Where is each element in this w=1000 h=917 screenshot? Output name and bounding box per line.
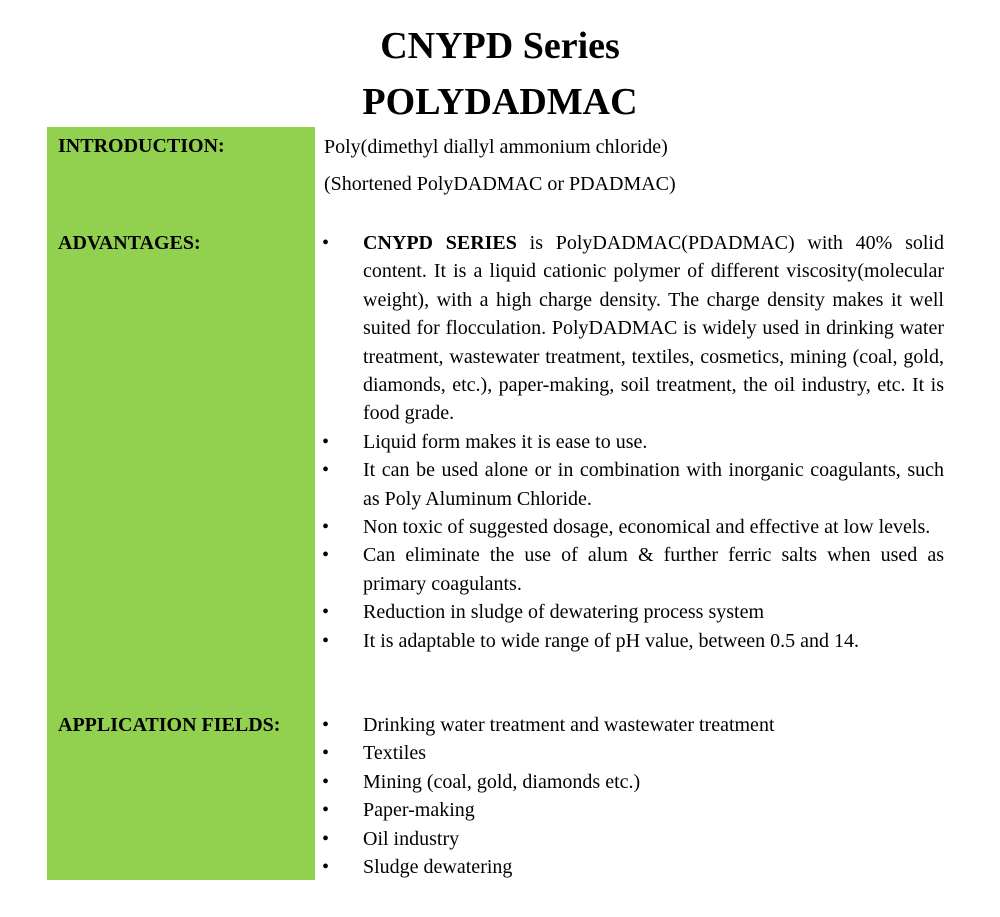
advantage-product-name: CNYPD SERIES	[363, 232, 517, 254]
bullet-icon: •	[322, 459, 330, 482]
bullet-icon: •	[322, 827, 330, 850]
bullet-icon: •	[322, 430, 330, 453]
bullet-icon: •	[322, 714, 330, 736]
advantage-description: is PolyDADMAC(PDADMAC) with 40% solid content. It is a liquid cationic polymer of different viscosity(molecular weight), with a high charge density. The charge density makes it well suited for flocculation. PolyDADMAC is widely used in drinking water treatment, wastewater treatment, textiles, cosmetics, mining (coal, gold, diamonds, etc.), paper-making, soil treatment, the oil industry, etc. It is food grade.	[363, 232, 944, 425]
advantage-item	[322, 541, 944, 598]
advantage-item	[322, 598, 944, 626]
bullet-icon: •	[322, 770, 330, 793]
application-text: Textiles	[363, 742, 427, 765]
bullet-icon: •	[322, 232, 330, 254]
application-item	[322, 825, 944, 853]
advantage-item	[322, 456, 944, 513]
advantage-item	[322, 229, 944, 428]
application-item	[322, 768, 944, 796]
introduction-label: INTRODUCTION:	[58, 135, 225, 157]
advantages-list	[322, 229, 944, 655]
application-text: Sludge dewatering	[363, 856, 513, 879]
bullet-icon: •	[322, 601, 330, 624]
bullet-icon: •	[322, 856, 330, 879]
document-title-product: POLYDADMAC	[362, 81, 638, 123]
bullet-icon: •	[322, 629, 330, 652]
advantage-text: It is adaptable to wide range of pH value, between 0.5 and 14.	[363, 629, 859, 652]
introduction-full-name: Poly(dimethyl diallyl ammonium chloride)	[324, 136, 668, 158]
application-text: Oil industry	[363, 827, 460, 850]
advantage-text: Reduction in sludge of dewatering process system	[363, 601, 765, 624]
advantage-text: Liquid form makes it is ease to use.	[363, 430, 648, 453]
advantage-item	[322, 428, 944, 456]
application-item	[322, 853, 944, 881]
advantage-text: Can eliminate the use of alum & further ferric salts when used as primary coagulants.	[363, 544, 944, 595]
bullet-icon: •	[322, 799, 330, 822]
bullet-icon: •	[322, 544, 330, 567]
application-text: Paper-making	[363, 799, 475, 822]
advantage-item	[322, 627, 944, 655]
application-item	[322, 796, 944, 824]
application-text: Mining (coal, gold, diamonds etc.)	[363, 770, 641, 793]
advantage-text: Non toxic of suggested dosage, economical and effective at low levels.	[363, 516, 931, 539]
application-fields-list	[322, 711, 944, 881]
document-title-series: CNYPD Series	[380, 25, 620, 67]
advantages-label: ADVANTAGES:	[58, 232, 201, 254]
bullet-icon: •	[322, 516, 330, 539]
introduction-short-name: (Shortened PolyDADMAC or PDADMAC)	[324, 173, 676, 195]
application-item	[322, 711, 944, 739]
application-fields-label: APPLICATION FIELDS:	[58, 714, 281, 736]
application-text: Drinking water treatment and wastewater treatment	[363, 714, 775, 736]
application-item	[322, 739, 944, 767]
advantage-text: It can be used alone or in combination with inorganic coagulants, such as Poly Aluminum Chloride.	[363, 459, 944, 510]
advantage-item	[322, 513, 944, 541]
bullet-icon: •	[322, 742, 330, 765]
